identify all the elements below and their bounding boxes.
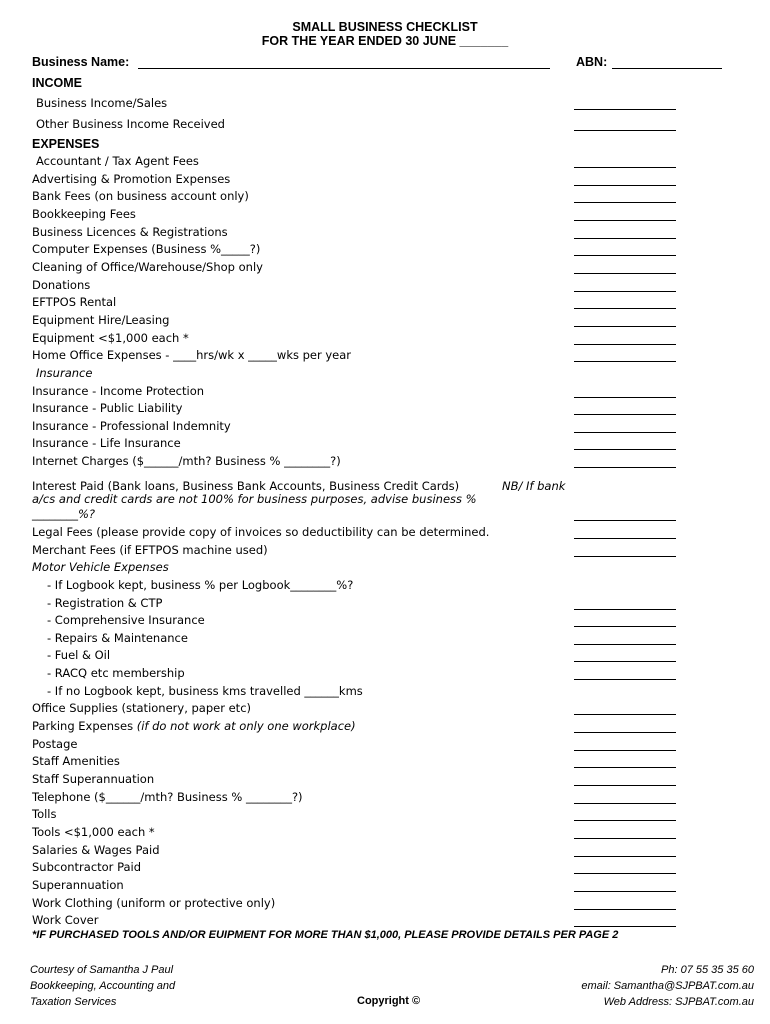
expense-amount-field[interactable]	[574, 767, 676, 768]
expense-amount-field[interactable]	[574, 202, 676, 203]
business-name-field[interactable]	[138, 68, 550, 69]
page-title: SMALL BUSINESS CHECKLIST	[292, 20, 478, 34]
expense-item: Staff Superannuation	[32, 772, 155, 786]
expense-item: Business Licences & Registrations	[32, 225, 228, 239]
expense-amount-field[interactable]	[574, 891, 676, 892]
income-item: Other Business Income Received	[36, 117, 225, 131]
expense-amount-field[interactable]	[574, 449, 676, 450]
expense-amount-field[interactable]	[574, 397, 676, 398]
expense-item: Insurance - Public Liability	[32, 401, 183, 415]
expense-item: Home Office Expenses - ____hrs/wk x _____wks per year	[32, 348, 352, 362]
expense-amount-field[interactable]	[574, 291, 676, 292]
footer-courtesy: Courtesy of Samantha J Paul	[30, 964, 174, 976]
footer-phone: Ph: 07 55 35 35 60	[661, 964, 754, 976]
expense-amount-field[interactable]	[574, 432, 676, 433]
expense-amount-field[interactable]	[574, 520, 676, 521]
motor-vehicle-item: - RACQ etc membership	[47, 666, 185, 680]
expense-amount-field[interactable]	[574, 556, 676, 557]
footer-services: Bookkeeping, Accounting and	[30, 980, 176, 992]
expense-amount-field[interactable]	[574, 926, 676, 927]
expense-item: Tolls	[32, 807, 57, 821]
expense-item: Superannuation	[32, 878, 124, 892]
expense-amount-field[interactable]	[574, 661, 676, 662]
expense-item: Staff Amenities	[32, 754, 120, 768]
tools-equipment-note: *IF PURCHASED TOOLS AND/OR EUIPMENT FOR MORE THAN $1,000, PLEASE PROVIDE DETAILS PER PAGE 2	[32, 929, 619, 941]
interest-note-line: a/cs and credit cards are not 100% for business purposes, advise business %	[32, 492, 477, 506]
motor-vehicle-item: - Fuel & Oil	[47, 648, 111, 662]
expense-amount-field[interactable]	[574, 255, 676, 256]
footer-email: email: Samantha@SJPBAT.com.au	[581, 980, 754, 992]
income-amount-field[interactable]	[574, 109, 676, 110]
expense-amount-field[interactable]	[574, 326, 676, 327]
footer-copyright: Copyright ©	[357, 995, 421, 1007]
expense-amount-field[interactable]	[574, 714, 676, 715]
expense-amount-field[interactable]	[574, 238, 676, 239]
expense-amount-field[interactable]	[574, 626, 676, 627]
expense-item: Legal Fees (please provide copy of invoices so deductibility can be determined.	[32, 525, 490, 539]
motor-vehicle-item: - Registration & CTP	[47, 596, 163, 610]
expense-amount-field[interactable]	[574, 538, 676, 539]
expense-item: Subcontractor Paid	[32, 860, 142, 874]
expense-amount-field[interactable]	[574, 732, 676, 733]
expense-item: Advertising & Promotion Expenses	[32, 172, 231, 186]
footer-services: Taxation Services	[30, 996, 117, 1008]
footer-web: Web Address: SJPBAT.com.au	[603, 996, 754, 1008]
insurance-subheading: Insurance	[36, 366, 93, 380]
motor-vehicle-item: - Comprehensive Insurance	[47, 613, 205, 627]
expense-amount-field[interactable]	[574, 679, 676, 680]
expense-amount-field[interactable]	[574, 785, 676, 786]
expense-item: Donations	[32, 278, 91, 292]
expense-amount-field[interactable]	[574, 873, 676, 874]
expense-amount-field[interactable]	[574, 644, 676, 645]
interest-note-line: ________%?	[32, 507, 96, 521]
income-heading: INCOME	[32, 76, 82, 90]
expense-amount-field[interactable]	[574, 220, 676, 221]
expense-item: Work Clothing (uniform or protective only)	[32, 896, 276, 910]
expense-item: Bookkeeping Fees	[32, 207, 136, 221]
expense-item: Insurance - Life Insurance	[32, 436, 181, 450]
expense-item: Postage	[32, 737, 78, 751]
abn-field[interactable]	[612, 68, 722, 69]
expense-amount-field[interactable]	[574, 185, 676, 186]
motor-vehicle-item: - If no Logbook kept, business kms travelled ______kms	[47, 684, 363, 698]
expense-amount-field[interactable]	[574, 273, 676, 274]
motor-vehicle-subheading: Motor Vehicle Expenses	[32, 560, 169, 574]
interest-nb-note: NB/ If bank	[502, 479, 566, 493]
expense-item: Accountant / Tax Agent Fees	[36, 154, 199, 168]
expense-item: Internet Charges ($______/mth? Business % ________?)	[32, 454, 341, 468]
expense-item: Merchant Fees (if EFTPOS machine used)	[32, 543, 268, 557]
expense-amount-field[interactable]	[574, 414, 676, 415]
expense-amount-field[interactable]	[574, 838, 676, 839]
expense-item: Equipment Hire/Leasing	[32, 313, 170, 327]
expense-amount-field[interactable]	[574, 167, 676, 168]
expense-amount-field[interactable]	[574, 467, 676, 468]
expense-item: EFTPOS Rental	[32, 295, 117, 309]
expense-amount-field[interactable]	[574, 308, 676, 309]
expense-item: Office Supplies (stationery, paper etc)	[32, 701, 252, 715]
expense-item: Insurance - Professional Indemnity	[32, 419, 231, 433]
expense-amount-field[interactable]	[574, 750, 676, 751]
expense-amount-field[interactable]	[574, 856, 676, 857]
interest-paid-item: Interest Paid (Bank loans, Business Bank Accounts, Business Credit Cards)	[32, 479, 460, 493]
expense-item: Bank Fees (on business account only)	[32, 189, 249, 203]
expense-amount-field[interactable]	[574, 361, 676, 362]
business-name-label: Business Name:	[32, 55, 130, 69]
expense-amount-field[interactable]	[574, 609, 676, 610]
expense-item: Work Cover	[32, 913, 99, 927]
abn-label: ABN:	[576, 55, 608, 69]
page-subtitle: FOR THE YEAR ENDED 30 JUNE _______	[261, 34, 509, 48]
expense-item: Tools <$1,000 each *	[32, 825, 155, 839]
expense-item: Cleaning of Office/Warehouse/Shop only	[32, 260, 263, 274]
expense-item: Insurance - Income Protection	[32, 384, 205, 398]
expense-item: Computer Expenses (Business %_____?)	[32, 242, 261, 256]
expense-item: Equipment <$1,000 each *	[32, 331, 189, 345]
expense-amount-field[interactable]	[574, 803, 676, 804]
expense-amount-field[interactable]	[574, 344, 676, 345]
parking-note: (if do not work at only one workplace)	[136, 719, 356, 733]
motor-vehicle-item: - Repairs & Maintenance	[47, 631, 188, 645]
expenses-heading: EXPENSES	[32, 137, 100, 151]
expense-item: Telephone ($______/mth? Business % ________?)	[32, 790, 303, 804]
income-amount-field[interactable]	[574, 130, 676, 131]
income-item: Business Income/Sales	[36, 96, 168, 110]
expense-amount-field[interactable]	[574, 909, 676, 910]
motor-vehicle-item: - If Logbook kept, business % per Logbook________%?	[47, 578, 354, 592]
expense-item: Salaries & Wages Paid	[32, 843, 160, 857]
expense-amount-field[interactable]	[574, 820, 676, 821]
expense-item: Parking Expenses (if do not work at only one workplace)	[32, 719, 356, 733]
